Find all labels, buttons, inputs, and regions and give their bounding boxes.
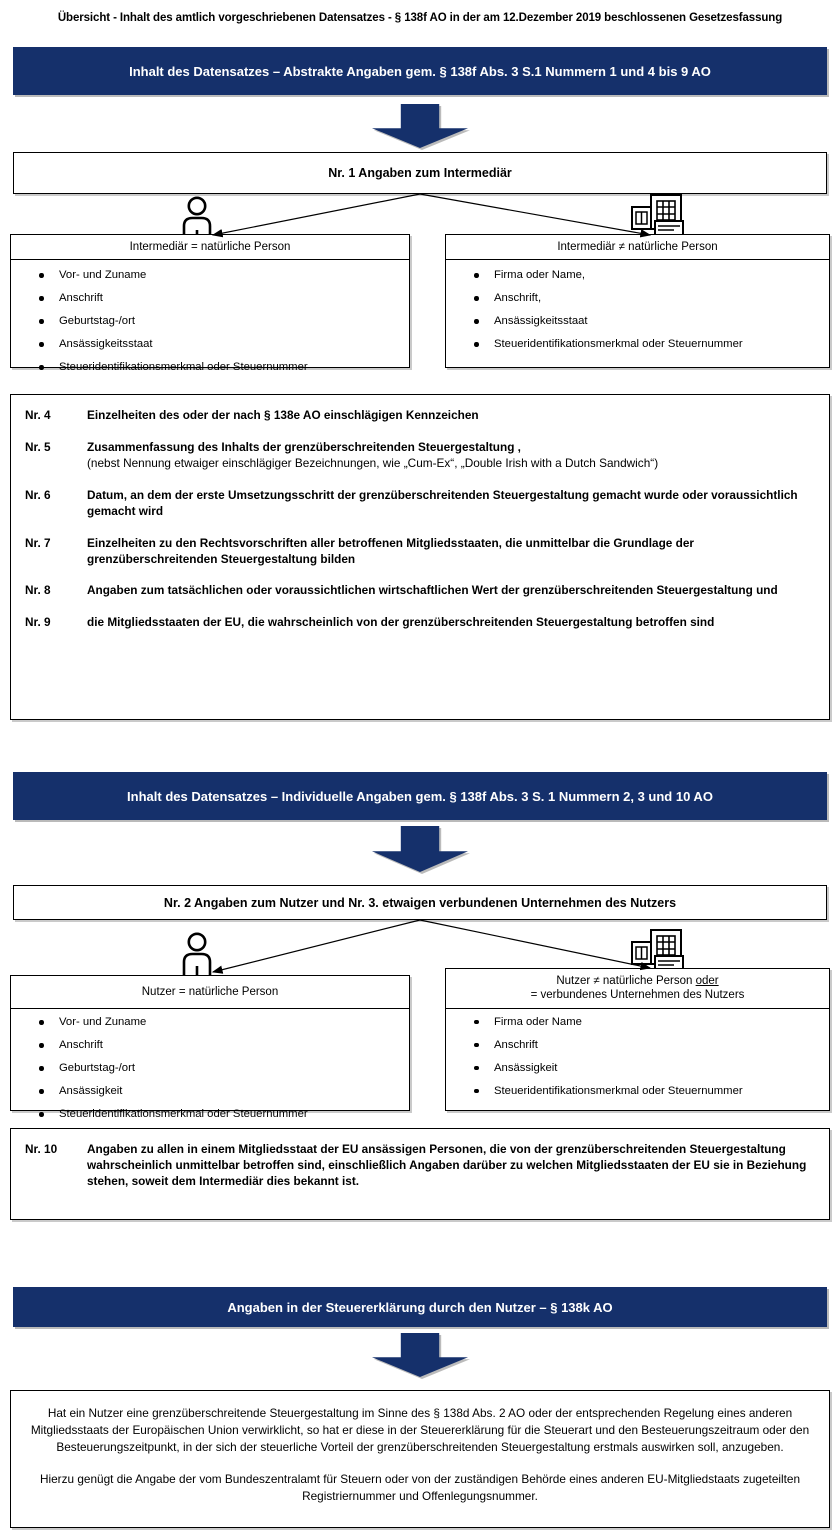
list-item: Anschrift <box>21 1039 403 1051</box>
section2-banner <box>13 772 827 820</box>
section2-right-list <box>446 1009 829 1114</box>
numbered-row <box>25 583 815 599</box>
page-title: Übersicht - Inhalt des amtlich vorgeschriebenen Datensatzes - § 138f AO in der am 12.Dezember 2019 beschlossenen Gesetzesfassung <box>57 12 783 24</box>
list-item: Ansässigkeit <box>21 1085 403 1097</box>
section1-banner-label: Inhalt des Datensatzes – Abstrakte Angaben gem. § 138f Abs. 3 S.1 Nummern 1 und 4 bis 9 AO <box>129 63 711 79</box>
section2-header-label: Nr. 2 Angaben zum Nutzer und Nr. 3. etwaigen verbundenen Unternehmen des Nutzers <box>163 895 677 910</box>
section1-left-caption: Intermediär = natürliche Person <box>11 235 409 260</box>
numbered-row <box>25 488 815 520</box>
section3-paragraph-1: Hat ein Nutzer eine grenzüberschreitende Steuergestaltung im Sinne des § 138d Abs. 2 AO oder der entsprechenden Regelung eines anderen Mitgliedsstaats der Europäischen Union verwirklicht, so hat er diese in der Steuererklärung für die Steuerart und den Besteuerungszeitraum oder den Besteuerungszeitpunkt, in der sich der steuerliche Vorteil der grenzüberschreitenden Steuergestaltung erstmals auswirken soll, anzugeben. <box>30 1406 810 1455</box>
list-item: Ansässigkeitsstaat <box>456 315 823 327</box>
list-item: Steueridentifikationsmerkmal oder Steuernummer <box>456 1085 823 1097</box>
list-item: Steueridentifikationsmerkmal oder Steuernummer <box>21 361 403 373</box>
numbered-row-number: Nr. 7 <box>25 535 51 550</box>
list-item: Ansässigkeit <box>456 1062 823 1074</box>
section1-right-caption: Intermediär ≠ natürliche Person <box>446 235 829 260</box>
list-item: Anschrift <box>456 1039 823 1051</box>
numbered-row-text: Angaben zum tatsächlichen oder voraussichtlichen wirtschaftlichen Wert der grenzüberschreitenden Steuergestaltung und <box>87 583 778 598</box>
section3-arrow-icon <box>372 1333 468 1377</box>
numbered-row-number: Nr. 5 <box>25 439 51 454</box>
section2-header-box <box>13 885 827 920</box>
list-item: Geburtstag-/ort <box>21 315 403 327</box>
numbered-row-text: Datum, an dem der erste Umsetzungsschritt der grenzüberschreitenden Steuergestaltung gemacht wurde oder voraussichtlich gemacht wird <box>87 487 798 518</box>
list-item: Firma oder Name <box>456 1016 823 1028</box>
list-item: Firma oder Name, <box>456 269 823 281</box>
numbered-row-text: Angaben zu allen in einem Mitgliedsstaat der EU ansässigen Personen, die von der grenzüberschreitenden Steuergestaltung wahrscheinlich unmittelbar betroffen sind, einschließlich Angaben darüber zu welchen Mitgliedsstaaten der EU sie in Beziehung stehen, soweit dem Intermediär dies bekannt ist. <box>87 1142 807 1188</box>
section1-right-box <box>445 234 830 368</box>
section1-header-label: Nr. 1 Angaben zum Intermediär <box>328 166 512 180</box>
section1-numbered-box <box>10 394 830 720</box>
section1-header-box <box>13 152 827 194</box>
numbered-row-number: Nr. 10 <box>25 1142 58 1156</box>
connector-s2-left <box>213 920 420 972</box>
numbered-row-subtext: (nebst Nennung etwaiger einschlägiger Bezeichnungen, wie „Cum-Ex“, „Double Irish with a Dutch Sandwich“) <box>87 455 659 470</box>
numbered-row-number: Nr. 8 <box>25 583 51 598</box>
section2-left-caption: Nutzer = natürliche Person <box>11 976 409 1009</box>
numbered-row-text: Einzelheiten zu den Rechtsvorschriften aller betroffenen Mitgliedsstaaten, die unmittelbar die Grundlage der grenzüberschreitenden Steuergestaltung bilden <box>87 535 694 566</box>
section2-arrow-icon <box>372 826 468 872</box>
numbered-row <box>25 536 815 568</box>
list-item: Anschrift <box>21 292 403 304</box>
numbered-row-number: Nr. 9 <box>25 615 51 630</box>
numbered-row-number: Nr. 4 <box>25 408 51 422</box>
list-item: Ansässigkeitsstaat <box>21 338 403 350</box>
list-item: Vor- und Zuname <box>21 1016 403 1028</box>
numbered-row <box>25 1142 815 1190</box>
numbered-row-text: Einzelheiten des oder der nach § 138e AO einschlägigen Kennzeichen <box>87 408 479 422</box>
section1-banner <box>13 47 827 95</box>
section3-paragraph-2: Hierzu genügt die Angabe der vom Bundeszentralamt für Steuern oder von der zuständigen Behörde eines anderen EU-Mitgliedstaats zugeteilten Registriernummer und Offenlegungsnummer. <box>39 1472 801 1504</box>
numbered-row-text: Zusammenfassung des Inhalts der grenzüberschreitenden Steuergestaltung , <box>87 439 521 454</box>
numbered-row-number: Nr. 6 <box>25 487 51 502</box>
section2-left-list <box>11 1009 409 1137</box>
section2-right-caption-underline: oder <box>695 975 719 987</box>
numbered-row-text: die Mitgliedsstaaten der EU, die wahrscheinlich von der grenzüberschreitenden Steuergestaltung betroffen sind <box>87 615 715 630</box>
numbered-row <box>25 440 815 472</box>
list-item: Anschrift, <box>456 292 823 304</box>
section2-right-caption-line2: = verbundenes Unternehmen des Nutzers <box>530 989 745 1002</box>
section3-paragraph-box <box>10 1390 830 1528</box>
section1-left-box <box>10 234 410 374</box>
connector-s2-right <box>420 920 650 968</box>
connector-s1-left <box>213 194 420 235</box>
numbered-row <box>25 408 815 424</box>
numbered-row <box>25 615 815 631</box>
section2-left-box <box>10 975 410 1121</box>
section3-banner <box>13 1287 827 1327</box>
section2-right-box <box>445 968 830 1111</box>
section1-right-list <box>446 260 829 367</box>
connector-s1-right <box>420 194 650 235</box>
list-item: Steueridentifikationsmerkmal oder Steuernummer <box>21 1108 403 1120</box>
section2-numbered-box <box>10 1128 830 1220</box>
list-item: Geburtstag-/ort <box>21 1062 403 1074</box>
list-item: Vor- und Zuname <box>21 269 403 281</box>
section2-right-caption-line1-pre: Nutzer ≠ natürliche Person <box>556 975 696 987</box>
section3-banner-label: Angaben in der Steuererklärung durch den Nutzer – § 138k AO <box>227 1299 613 1315</box>
section2-right-caption <box>446 969 829 1009</box>
list-item: Steueridentifikationsmerkmal oder Steuernummer <box>456 338 823 350</box>
section1-arrow-icon <box>372 104 468 148</box>
section2-banner-label: Inhalt des Datensatzes – Individuelle Angaben gem. § 138f Abs. 3 S. 1 Nummern 2, 3 und 10 AO <box>127 788 713 804</box>
section1-left-list <box>11 260 409 390</box>
